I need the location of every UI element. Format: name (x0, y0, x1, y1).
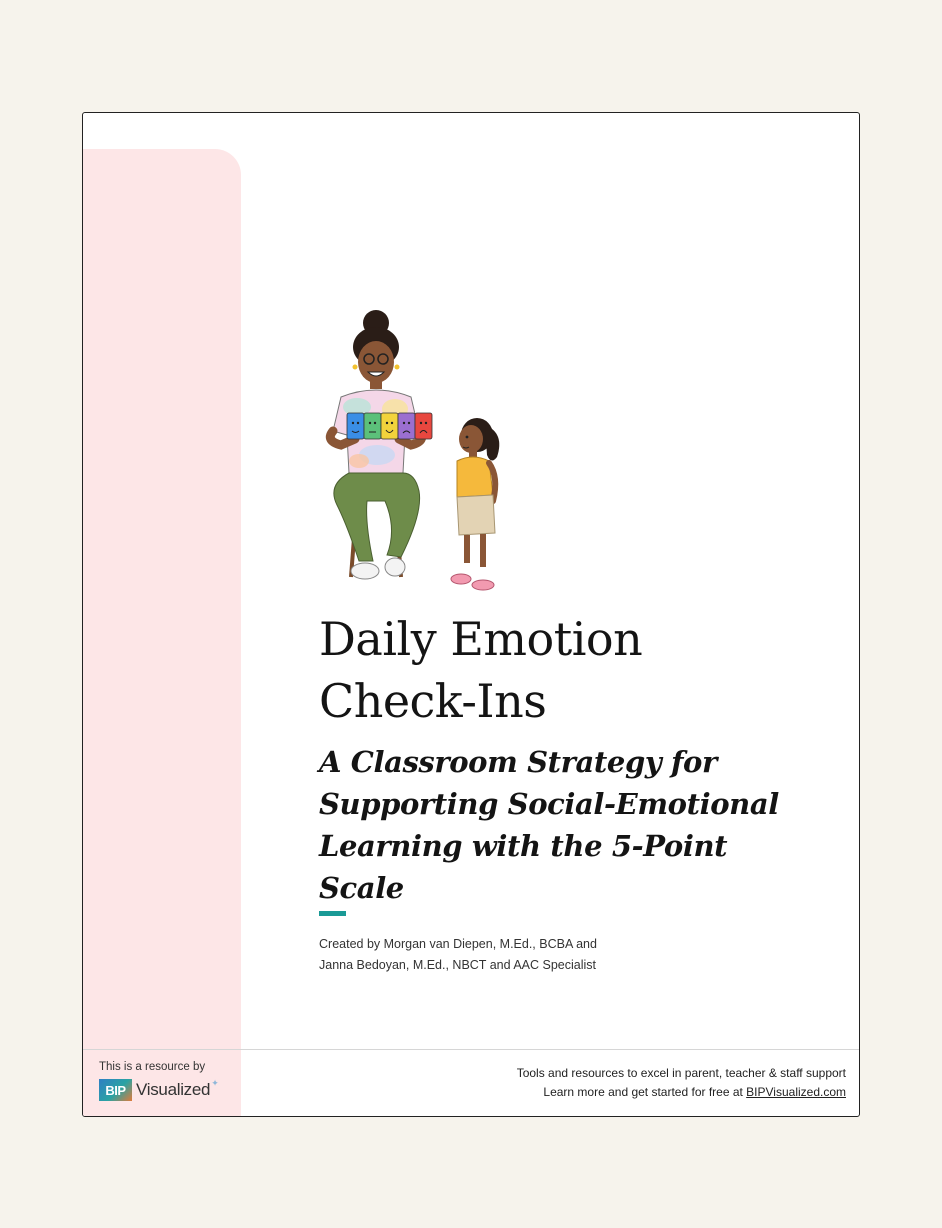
footer-tagline: Tools and resources to excel in parent, teacher & staff support (516, 1066, 846, 1080)
document-title (319, 608, 642, 732)
subtitle-line-1: A Classroom Strategy for (319, 745, 717, 779)
title-line-2: Check-Ins (319, 674, 547, 728)
website-link[interactable]: BIPVisualized.com (746, 1085, 846, 1099)
title-line-1: Daily Emotion (319, 612, 643, 666)
document-subtitle (319, 741, 799, 909)
sparkle-icon: ✦ (211, 1077, 219, 1088)
logo-wordmark: Visualized (136, 1080, 211, 1099)
footer-learn-more (517, 1083, 846, 1102)
footer-divider (83, 1049, 859, 1050)
learn-more-text: Learn more and get started for free at (543, 1085, 747, 1099)
side-color-band (83, 149, 241, 1116)
subtitle-line-2: Supporting Social-Emotional (319, 787, 779, 821)
credits-line-1: Created by Morgan van Diepen, M.Ed., BCBA and (319, 937, 597, 951)
credits-line-2: Janna Bedoyan, M.Ed., NBCT and AAC Specialist (319, 958, 597, 972)
accent-divider (319, 911, 346, 916)
author-credits (319, 934, 597, 976)
logo-mark: BIP (99, 1079, 132, 1101)
subtitle-line-3: Learning with the 5-Point Scale (319, 829, 728, 905)
teacher-and-child-illustration (307, 305, 523, 605)
bip-visualized-logo[interactable] (99, 1079, 219, 1101)
resource-by-label: This is a resource by (99, 1061, 206, 1073)
footer-info (517, 1064, 846, 1102)
document-page (82, 112, 860, 1117)
